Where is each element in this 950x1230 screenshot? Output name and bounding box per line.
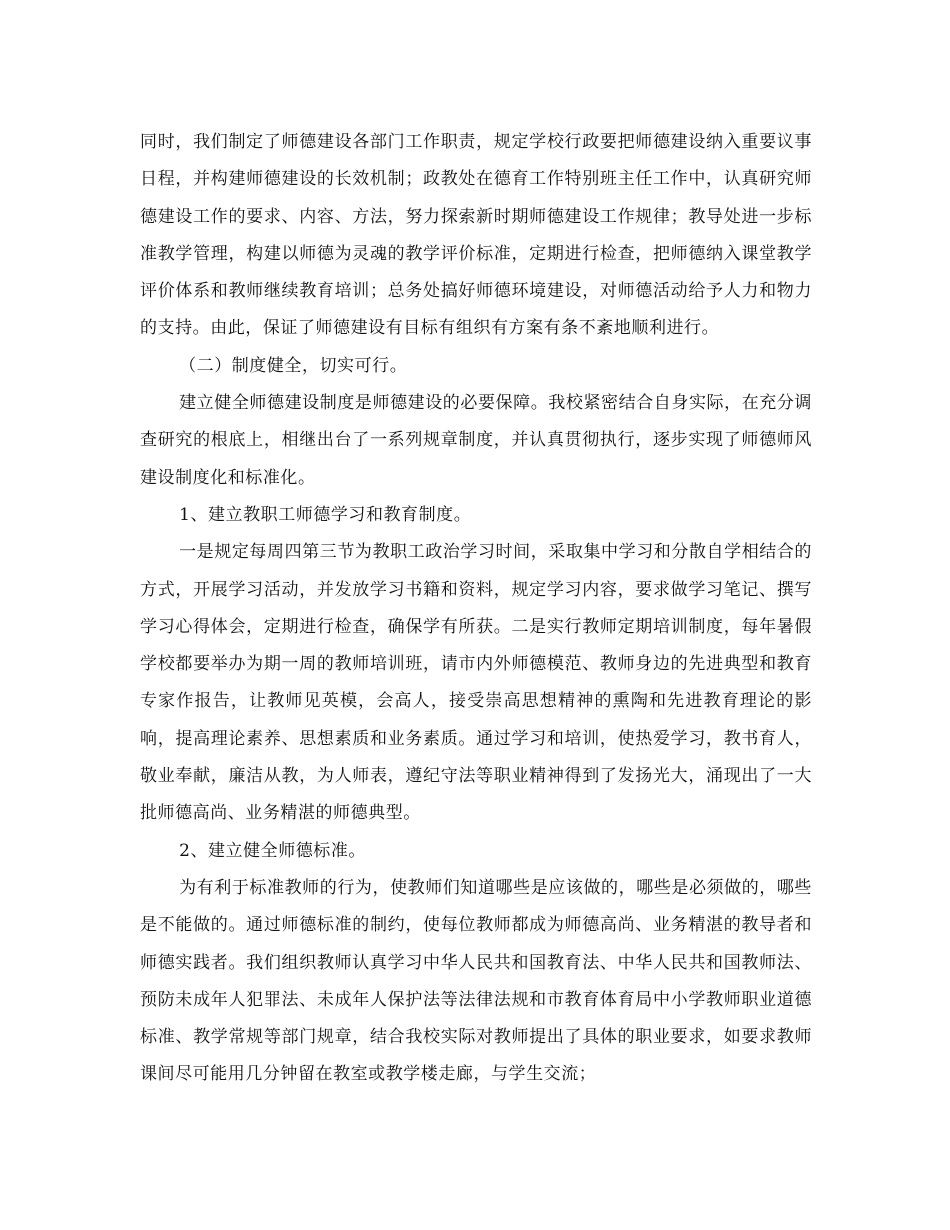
paragraph-1: 同时，我们制定了师德建设各部门工作职责，规定学校行政要把师德建设纳入重要议事日程，并构建师德建设的长效机制；政教处在德育工作特别班主任工作中，认真研究师德建设工作的要求、内容、方法，努力探索新时期师德建设工作规律；教导处进一步标准教学管理，构建以师德为灵魂的教学评价标准，定期进行检查，把师德纳入课堂教学评价体系和教师继续教育培训；总务处搞好师德环境建设，对师德活动给予人力和物力的支持。由此，保证了师德建设有目标有组织有方案有条不紊地顺利进行。 [140, 132, 812, 339]
paragraph-6-heading: 2、建立健全师德标准。 [179, 840, 366, 861]
paragraph-2-heading: （二）制度健全，切实可行。 [179, 355, 408, 376]
paragraph-7: 为有利于标准教师的行为，使教师们知道哪些是应该做的，哪些是必须做的，哪些是不能做的。通过师德标准的制约，使每位教师都成为师德高尚、业务精湛的教导者和师德实践者。我们组织教师认真学习中华人民共和国教育法、中华人民共和国教师法、预防未成年人犯罪法、未成年人保护法等法律法规和市教育体育局中小学教师职业道德标准、教学常规等部门规章，结合我校实际对教师提出了具体的职业要求，如要求教师课间尽可能用几分钟留在教室或教学楼走廊，与学生交流； [140, 877, 812, 1085]
paragraph-5: 一是规定每周四第三节为教职工政治学习时间，采取集中学习和分散自学相结合的方式，开展学习活动，并发放学习书籍和资料，规定学习内容，要求做学习笔记、撰写学习心得体会，定期进行检查，确保学有所获。二是实行教师定期培训制度，每年暑假学校都要举办为期一周的教师培训班，请市内外师德模范、教师身边的先进典型和教育专家作报告，让教师见英模，会高人，接受崇高思想精神的熏陶和先进教育理论的影响，提高理论素养、思想素质和业务素质。通过学习和培训，使热爱学习，教书育人，敬业奉献，廉洁从教，为人师表，遵纪守法等职业精神得到了发扬光大，涌现出了一大批师德高尚、业务精湛的师德典型。 [140, 542, 812, 824]
document-body [140, 124, 812, 1094]
paragraph-3: 建立健全师德建设制度是师德建设的必要保障。我校紧密结合自身实际，在充分调查研究的根底上，相继出台了一系列规章制度，并认真贯彻执行，逐步实现了师德师风建设制度化和标准化。 [140, 393, 812, 488]
paragraph-4-heading: 1、建立教职工师德学习和教育制度。 [179, 504, 472, 525]
